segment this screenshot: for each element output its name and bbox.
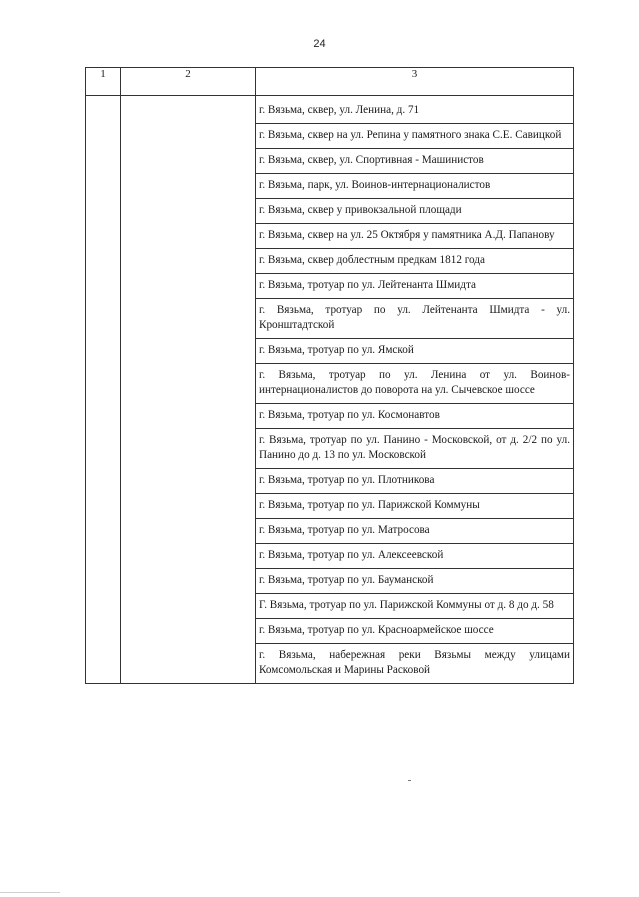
- location-text: г. Вязьма, тротуар по ул. Матросова: [259, 524, 430, 536]
- location-cell: [256, 619, 574, 644]
- location-text: г. Вязьма, тротуар по ул. Лейтенанта Шмидта: [259, 279, 476, 291]
- location-text: г. Вязьма, сквер, ул. Спортивная - Машинистов: [259, 154, 484, 166]
- table-row: [86, 96, 574, 124]
- location-cell: [256, 364, 574, 404]
- column-1-merged-cell: [86, 96, 121, 684]
- location-cell: [256, 494, 574, 519]
- location-text: г. Вязьма, сквер на ул. Репина у памятного знака С.Е. Савицкой: [259, 129, 562, 141]
- location-text: г. Вязьма, тротуар по ул. Панино - Московской, от д. 2/2 по ул. Панино до д. 13 по ул. Московской: [259, 434, 570, 461]
- location-text: г. Вязьма, тротуар по ул. Алексеевской: [259, 549, 444, 561]
- locations-table: [85, 67, 574, 684]
- location-cell: [256, 96, 574, 124]
- location-cell: [256, 249, 574, 274]
- location-cell: [256, 404, 574, 429]
- location-text: Г. Вязьма, тротуар по ул. Парижской Коммуны от д. 8 до д. 58: [259, 599, 554, 611]
- location-cell: [256, 149, 574, 174]
- location-cell: [256, 569, 574, 594]
- column-header-2: 2: [121, 68, 256, 96]
- location-text: г. Вязьма, сквер на ул. 25 Октября у памятника А.Д. Папанову: [259, 229, 555, 241]
- location-text: г. Вязьма, тротуар по ул. Космонавтов: [259, 409, 440, 421]
- location-text: г. Вязьма, тротуар по ул. Ленина от ул. Воинов-интернационалистов до поворота на ул. Сычевское шоссе: [259, 369, 570, 396]
- location-text: г. Вязьма, тротуар по ул. Бауманской: [259, 574, 434, 586]
- location-text: г. Вязьма, сквер, ул. Ленина, д. 71: [259, 104, 420, 116]
- location-cell: [256, 544, 574, 569]
- location-cell: [256, 174, 574, 199]
- column-2-merged-cell: [121, 96, 256, 684]
- column-header-1: 1: [86, 68, 121, 96]
- location-text: г. Вязьма, сквер у привокзальной площади: [259, 204, 462, 216]
- location-cell: [256, 299, 574, 339]
- location-text: г. Вязьма, тротуар по ул. Красноармейское шоссе: [259, 624, 494, 636]
- location-text: г. Вязьма, тротуар по ул. Лейтенанта Шмидта - ул. Кронштадтской: [259, 304, 570, 331]
- location-text: г. Вязьма, тротуар по ул. Плотникова: [259, 474, 435, 486]
- page-number: 24: [313, 38, 326, 50]
- location-cell: [256, 594, 574, 619]
- location-text: г. Вязьма, сквер доблестным предкам 1812 года: [259, 254, 485, 266]
- location-cell: [256, 429, 574, 469]
- location-cell: [256, 224, 574, 249]
- location-cell: [256, 469, 574, 494]
- table-body: [86, 68, 574, 684]
- location-text: г. Вязьма, тротуар по ул. Ямской: [259, 344, 414, 356]
- location-cell: [256, 124, 574, 149]
- location-text: г. Вязьма, тротуар по ул. Парижской Коммуны: [259, 499, 480, 511]
- location-cell: [256, 339, 574, 364]
- location-cell: [256, 199, 574, 224]
- location-cell: [256, 519, 574, 544]
- scan-edge-mark: [0, 892, 60, 893]
- location-text: г. Вязьма, набережная реки Вязьмы между улицами Комсомольская и Марины Расковой: [259, 649, 570, 676]
- table-header-row: [86, 68, 574, 96]
- column-header-3: 3: [256, 68, 574, 96]
- location-text: г. Вязьма, парк, ул. Воинов-интернационалистов: [259, 179, 491, 191]
- location-cell: [256, 274, 574, 299]
- scan-speck: [408, 780, 411, 781]
- location-cell: [256, 644, 574, 684]
